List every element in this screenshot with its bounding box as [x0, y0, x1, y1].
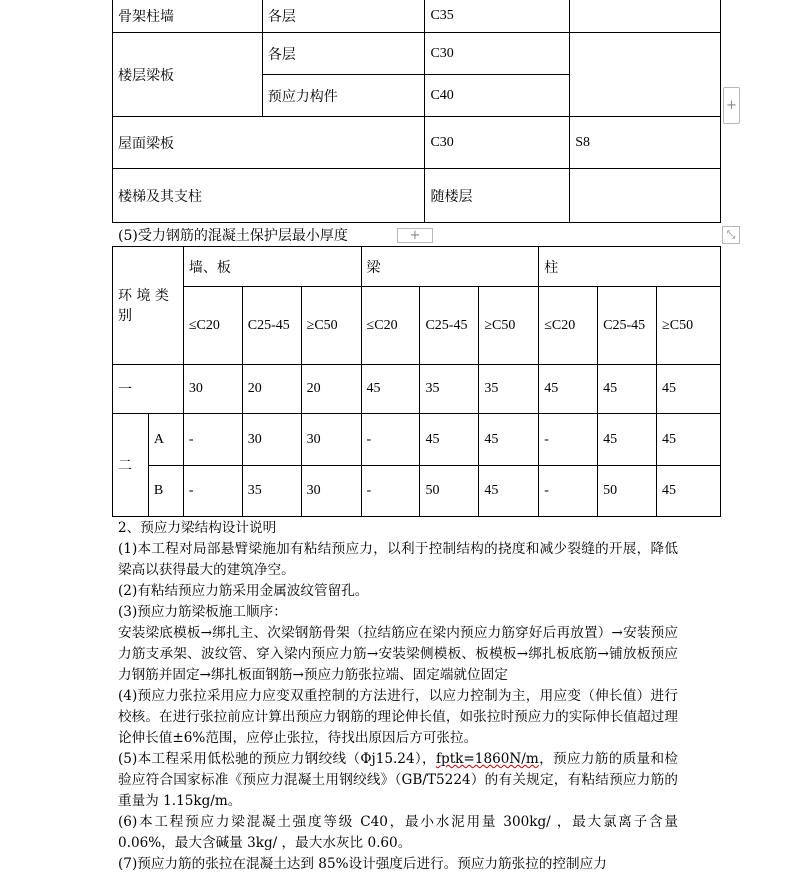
table-cell: C30: [425, 117, 570, 169]
row-sublabel: A: [148, 414, 183, 466]
table-cell: 45: [657, 365, 721, 414]
resize-handle-icon[interactable]: ⤡: [722, 226, 740, 244]
table-row: [113, 287, 721, 365]
paragraph: (6)本工程预应力梁混凝土强度等级 C40，最小水泥用量 300kg/ ，最大氯离子含量 0.06%，最大含碱量 3kg/ ，最大水灰比 0.60。: [118, 814, 678, 851]
table-cell: 预应力构件: [262, 75, 425, 117]
paragraph: (3)预应力筋梁板施工顺序：: [118, 604, 287, 620]
paragraph-part: (5)本工程采用低松驰的预应力钢绞线（Φj15.24），: [118, 751, 436, 767]
grade-header: C25-45: [242, 287, 301, 365]
paragraph: (1)本工程对局部悬臂梁施加有粘结预应力，以利于控制结构的挠度和减少裂缝的开展，降低梁高以获得最大的建筑净空。: [118, 541, 678, 578]
table-row: [113, 169, 721, 223]
table-cell: -: [361, 414, 420, 466]
table-cell: [570, 33, 721, 117]
add-column-button[interactable]: +: [723, 87, 740, 124]
table-cell: 45: [657, 414, 721, 466]
table-cell: C35: [425, 0, 570, 33]
env-header-cell: 环 境 类 别: [113, 247, 184, 365]
table-cell: 45: [539, 365, 598, 414]
cover-thickness-table: [112, 246, 721, 517]
table-cell: C40: [425, 75, 570, 117]
table-cell: -: [539, 414, 598, 466]
paragraph: (4)预应力张拉采用应力应变双重控制的方法进行，以应力控制为主，用应变（伸长值）进行校核。在进行张拉前应计算出预应力钢筋的理论伸长值，如张拉时预应力的实际伸长值超过理论伸长值±6%范围，应停止张拉，待找出原因后方可张拉。: [118, 688, 678, 746]
grade-header: ≥C50: [301, 287, 361, 365]
row-sublabel: B: [148, 466, 183, 517]
table-cell: 45: [598, 414, 657, 466]
row-label: 一: [113, 365, 184, 414]
group-header: 梁: [361, 247, 539, 287]
table-cell: 45: [479, 466, 539, 517]
table-cell: 随楼层: [425, 169, 570, 223]
add-row-button[interactable]: +: [397, 228, 433, 243]
group-header: 柱: [539, 247, 721, 287]
table-cell: 35: [242, 466, 301, 517]
grade-header: ≤C20: [361, 287, 420, 365]
table-cell: 30: [242, 414, 301, 466]
paragraph: (2)有粘结预应力筋采用金属波纹管留孔。: [118, 583, 369, 599]
section-caption: (5)受力钢筋的混凝土保护层最小厚度: [118, 228, 348, 244]
table-cell: 20: [242, 365, 301, 414]
table-cell: 各层: [262, 33, 425, 75]
paragraph: (7)预应力筋的张拉在混凝土达到 85%设计强度后进行。预应力筋张拉的控制应力: [118, 856, 607, 872]
table-row: [113, 365, 721, 414]
table-cell: [570, 0, 721, 33]
paragraph: [118, 749, 678, 812]
grade-header: ≤C20: [539, 287, 598, 365]
table-row: [113, 414, 721, 466]
table-cell: 30: [183, 365, 242, 414]
group-header: 墙、板: [183, 247, 361, 287]
table-cell: 45: [657, 466, 721, 517]
table-cell: 35: [479, 365, 539, 414]
section-heading: 2、预应力梁结构设计说明: [118, 520, 277, 536]
table-cell: 20: [301, 365, 361, 414]
table-row: [113, 466, 721, 517]
row-label: 二: [113, 414, 149, 517]
table-row: [113, 247, 721, 287]
table-cell: 50: [420, 466, 479, 517]
table-cell: S8: [570, 117, 721, 169]
table-cell: [570, 169, 721, 223]
table-row: [113, 117, 721, 169]
table-cell: 35: [420, 365, 479, 414]
concrete-grade-table: [112, 0, 721, 223]
table-row: [113, 0, 721, 33]
table-cell: 45: [479, 414, 539, 466]
grade-header: C25-45: [598, 287, 657, 365]
table-cell: 45: [361, 365, 420, 414]
table-cell: 屋面梁板: [113, 117, 425, 169]
grade-header: C25-45: [420, 287, 479, 365]
table-cell: 骨架柱墙: [113, 0, 263, 33]
table-cell: -: [183, 466, 242, 517]
table-cell: 50: [598, 466, 657, 517]
table-cell: -: [361, 466, 420, 517]
grade-header: ≥C50: [657, 287, 721, 365]
table-cell: -: [539, 466, 598, 517]
table-cell: 各层: [262, 0, 425, 33]
paragraph-part: ，预应力筋的质量和检验应符合国家标准《预应力混凝土用钢绞线》（GB/T5224）的有关规定，有粘结预应力筋的重量为 1.15kg/m。: [118, 751, 678, 809]
table-cell: 30: [301, 466, 361, 517]
table-cell: 楼层梁板: [113, 33, 263, 117]
table-cell: 30: [301, 414, 361, 466]
paragraph: 安装梁底模板→绑扎主、次梁钢筋骨架（拉结筋应在梁内预应力筋穿好后再放置）→安装预应力筋支承架、波纹管、穿入梁内预应力筋→安装梁侧模板、板模板→绑扎板底筋→铺放板预应力钢筋并固定→绑扎板面钢筋→预应力筋张拉端、固定端就位固定: [118, 625, 678, 683]
grade-header: ≤C20: [183, 287, 242, 365]
table-row: [113, 33, 721, 75]
table-cell: C30: [425, 33, 570, 75]
table-cell: 楼梯及其支柱: [113, 169, 425, 223]
table-cell: 45: [598, 365, 657, 414]
table-cell: 45: [420, 414, 479, 466]
grade-header: ≥C50: [479, 287, 539, 365]
body-text: [118, 518, 678, 875]
spellcheck-underlined-text: fptk=1860N/m: [435, 751, 539, 767]
table-cell: -: [183, 414, 242, 466]
